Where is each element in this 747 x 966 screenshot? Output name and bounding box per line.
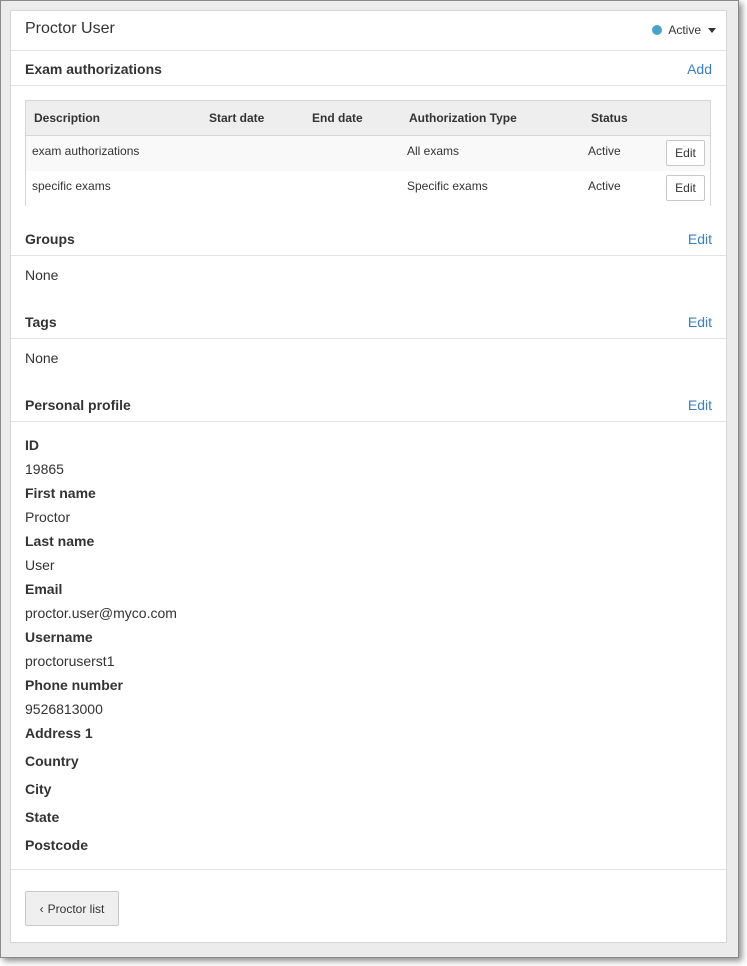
caret-down-icon (708, 28, 716, 33)
proctor-list-button[interactable] (25, 891, 119, 926)
status-dropdown[interactable] (652, 23, 716, 37)
cell-description: specific exams (32, 179, 111, 193)
cell-status: Active (588, 179, 621, 193)
edit-authorization-button[interactable]: Edit (666, 140, 705, 166)
table-header-row (26, 101, 710, 136)
page-title: Proctor User (25, 20, 115, 37)
field-label-postcode: Postcode (25, 837, 89, 853)
groups-value: None (25, 267, 59, 283)
field-value-first-name: Proctor (25, 509, 71, 525)
column-header: Start date (209, 111, 265, 125)
field-label-email: Email (25, 581, 63, 597)
edit-groups-link[interactable]: Edit (687, 231, 712, 247)
personal-profile-header (11, 387, 726, 422)
table-row (26, 136, 710, 172)
section-title: Groups (25, 231, 75, 247)
cell-type: All exams (407, 144, 460, 158)
column-header: Authorization Type (409, 111, 517, 125)
column-header: End date (312, 111, 363, 125)
back-button-label: Proctor list (47, 901, 105, 916)
section-title: Tags (25, 314, 57, 330)
add-authorization-link[interactable]: Add (687, 61, 712, 77)
field-label-city: City (25, 781, 52, 797)
edit-profile-link[interactable]: Edit (687, 397, 712, 413)
exam-authorizations-header (11, 51, 726, 86)
status-dot-icon (652, 25, 662, 35)
field-value-email: proctor.user@myco.com (25, 605, 177, 621)
field-label-first-name: First name (25, 485, 96, 501)
field-label-address: Address 1 (25, 725, 93, 741)
section-title: Personal profile (25, 397, 131, 413)
table-row (26, 171, 710, 206)
tags-header (11, 304, 726, 339)
column-header: Description (34, 111, 101, 125)
cell-type: Specific exams (407, 179, 488, 193)
field-value-last-name: User (25, 557, 55, 573)
section-title: Exam authorizations (25, 61, 162, 77)
panel-header (11, 11, 726, 51)
column-header: Status (591, 111, 628, 125)
edit-tags-link[interactable]: Edit (687, 314, 712, 330)
chevron-left-icon: ‹ (39, 901, 44, 916)
proctor-user-panel (10, 10, 727, 943)
panel-footer (11, 869, 726, 943)
field-label-id: ID (25, 437, 39, 453)
cell-status: Active (588, 144, 621, 158)
field-value-id: 19865 (25, 461, 64, 477)
tags-value: None (25, 350, 59, 366)
cell-description: exam authorizations (32, 144, 140, 158)
field-label-username: Username (25, 629, 93, 645)
field-value-username: proctoruserst1 (25, 653, 115, 669)
field-label-state: State (25, 809, 60, 825)
groups-header (11, 221, 726, 256)
field-value-phone: 9526813000 (25, 701, 103, 717)
status-label: Active (668, 23, 701, 37)
edit-authorization-button[interactable]: Edit (666, 175, 705, 201)
authorizations-table (25, 100, 711, 206)
field-label-phone: Phone number (25, 677, 124, 693)
field-label-last-name: Last name (25, 533, 95, 549)
field-label-country: Country (25, 753, 79, 769)
